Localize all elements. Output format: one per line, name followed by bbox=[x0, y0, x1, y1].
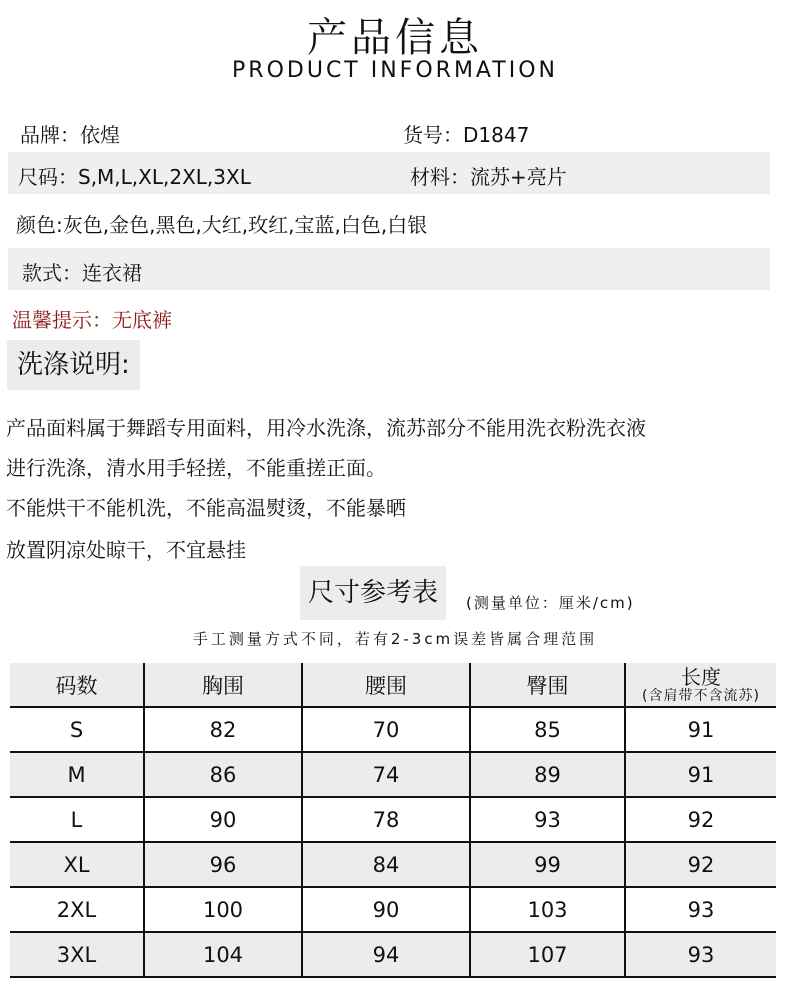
washing-line-3: 不能烘干不能机洗，不能高温熨烫，不能暴晒 bbox=[6, 496, 406, 520]
table-row bbox=[10, 842, 776, 887]
notice-text: 温馨提示：无底裤 bbox=[12, 308, 172, 332]
cell-bust: 82 bbox=[144, 707, 302, 752]
washing-line-4: 放置阴凉处晾干，不宜悬挂 bbox=[6, 538, 246, 562]
cell-waist: 84 bbox=[302, 842, 470, 887]
header-bust: 胸围 bbox=[144, 663, 302, 707]
header-waist: 腰围 bbox=[302, 663, 470, 707]
cell-hip: 103 bbox=[470, 887, 625, 932]
cell-length: 91 bbox=[625, 752, 776, 797]
style-text: 款式：连衣裙 bbox=[22, 261, 142, 285]
cell-waist: 94 bbox=[302, 932, 470, 977]
cell-bust: 100 bbox=[144, 887, 302, 932]
cell-bust: 104 bbox=[144, 932, 302, 977]
page-subtitle: PRODUCT INFORMATION bbox=[232, 58, 558, 83]
cell-waist: 90 bbox=[302, 887, 470, 932]
cell-length: 93 bbox=[625, 887, 776, 932]
cell-hip: 85 bbox=[470, 707, 625, 752]
size-chart-label: 尺寸参考表 bbox=[300, 566, 446, 620]
header-length-label: 长度 bbox=[681, 664, 721, 689]
cell-size: 2XL bbox=[10, 887, 144, 932]
item-number-text: 货号：D1847 bbox=[403, 123, 530, 147]
header-length-note: (含肩带不含流苏) bbox=[642, 687, 760, 704]
table-header-row bbox=[10, 663, 776, 707]
measurement-note: 手工测量方式不同，若有2-3cm误差皆属合理范围 bbox=[192, 630, 598, 648]
cell-hip: 107 bbox=[470, 932, 625, 977]
cell-bust: 90 bbox=[144, 797, 302, 842]
cell-bust: 86 bbox=[144, 752, 302, 797]
table-row bbox=[10, 887, 776, 932]
cell-length: 93 bbox=[625, 932, 776, 977]
cell-size: XL bbox=[10, 842, 144, 887]
size-table bbox=[10, 663, 776, 978]
cell-length: 92 bbox=[625, 797, 776, 842]
cell-hip: 99 bbox=[470, 842, 625, 887]
cell-length: 91 bbox=[625, 707, 776, 752]
table-row bbox=[10, 797, 776, 842]
page-title: 产品信息 bbox=[307, 15, 483, 61]
washing-line-2: 进行洗涤，清水用手轻搓，不能重搓正面。 bbox=[6, 456, 386, 480]
material-text: 材料：流苏+亮片 bbox=[410, 165, 567, 189]
washing-label: 洗涤说明: bbox=[7, 340, 140, 390]
table-row bbox=[10, 752, 776, 797]
header-size: 码数 bbox=[10, 663, 144, 707]
brand-text: 品牌：依煌 bbox=[20, 123, 120, 147]
header-length bbox=[625, 663, 776, 707]
cell-size: S bbox=[10, 707, 144, 752]
cell-waist: 78 bbox=[302, 797, 470, 842]
info-row-style bbox=[8, 248, 770, 290]
cell-size: M bbox=[10, 752, 144, 797]
info-row-size bbox=[8, 152, 770, 194]
sizes-text: 尺码：S,M,L,XL,2XL,3XL bbox=[18, 165, 251, 189]
cell-bust: 96 bbox=[144, 842, 302, 887]
colors-text: 颜色:灰色,金色,黑色,大红,玫红,宝蓝,白色,白银 bbox=[16, 213, 428, 237]
washing-line-1: 产品面料属于舞蹈专用面料，用冷水洗涤，流苏部分不能用洗衣粉洗衣液 bbox=[6, 416, 646, 440]
cell-hip: 89 bbox=[470, 752, 625, 797]
header-hip: 臀围 bbox=[470, 663, 625, 707]
cell-size: 3XL bbox=[10, 932, 144, 977]
table-row bbox=[10, 932, 776, 977]
info-row-brand bbox=[8, 110, 770, 152]
cell-waist: 74 bbox=[302, 752, 470, 797]
info-row-colors bbox=[8, 200, 770, 242]
unit-note: (测量单位：厘米/cm) bbox=[466, 594, 635, 612]
cell-waist: 70 bbox=[302, 707, 470, 752]
table-row bbox=[10, 707, 776, 752]
cell-length: 92 bbox=[625, 842, 776, 887]
cell-size: L bbox=[10, 797, 144, 842]
cell-hip: 93 bbox=[470, 797, 625, 842]
